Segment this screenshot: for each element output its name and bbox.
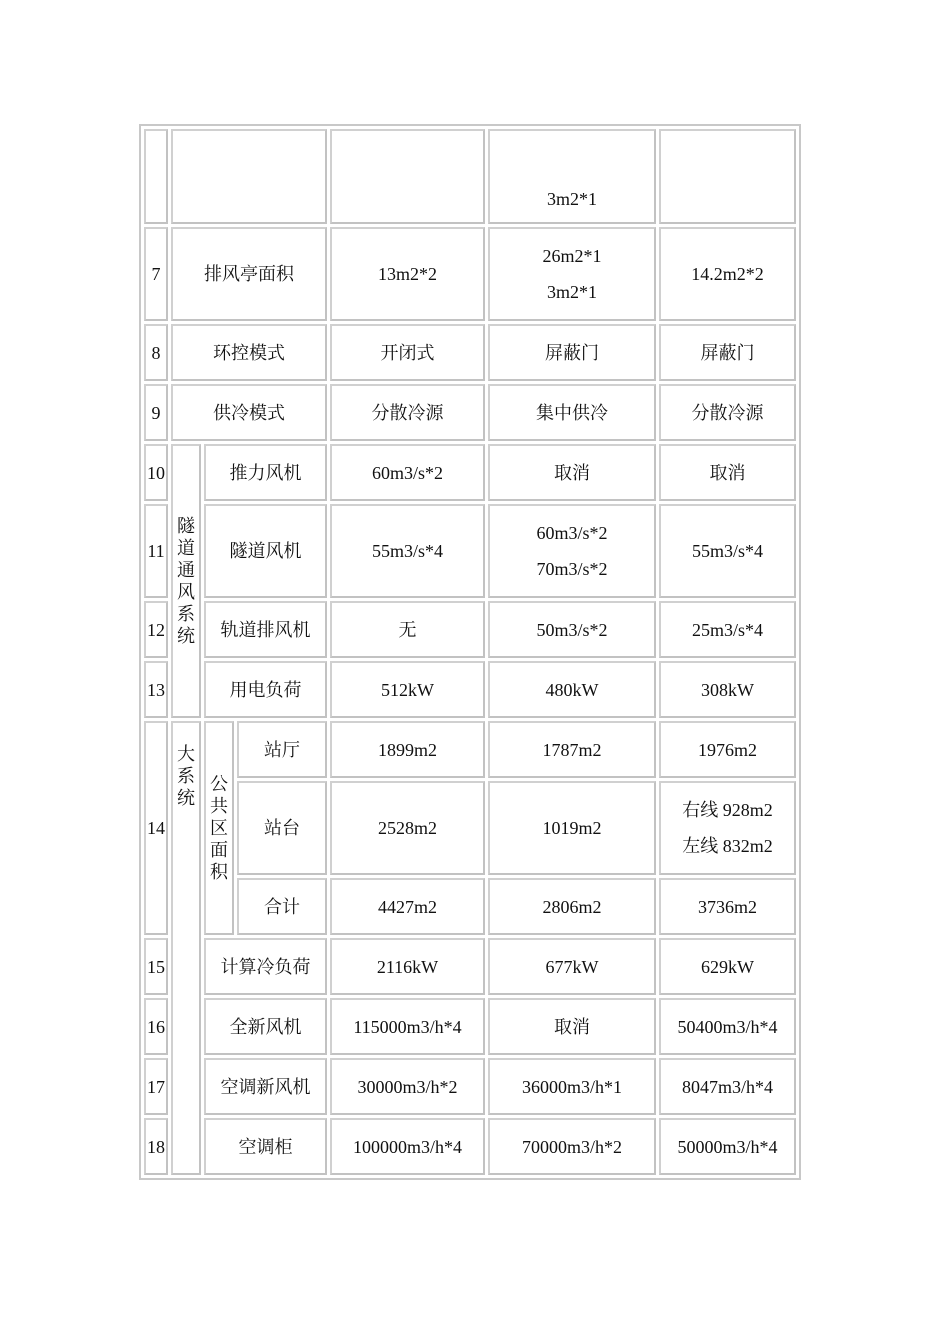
group-label-big-system: [171, 721, 201, 1175]
value-cell: 677kW: [488, 938, 656, 995]
row-label: 空调新风机: [204, 1058, 327, 1115]
group-char: 面: [210, 840, 228, 860]
table-row: [144, 781, 796, 875]
row-number: 16: [144, 998, 168, 1055]
row-number: 10: [144, 444, 168, 501]
group-char: 共: [210, 796, 228, 816]
value-cell: 分散冷源: [330, 384, 485, 441]
data-table: [139, 124, 801, 1180]
table-row: [144, 1118, 796, 1175]
group-char: 公: [210, 774, 228, 794]
value-cell: [330, 129, 485, 224]
row-number: 17: [144, 1058, 168, 1115]
row-label: 排风亭面积: [171, 227, 327, 321]
row-label: 供冷模式: [171, 384, 327, 441]
value-cell: 开闭式: [330, 324, 485, 381]
row-number: 12: [144, 601, 168, 658]
value-cell: 14.2m2*2: [659, 227, 796, 321]
group-char: 大: [177, 744, 195, 764]
row-label: 用电负荷: [204, 661, 327, 718]
table-row: [144, 661, 796, 718]
value-cell: 2116kW: [330, 938, 485, 995]
value-cell: 屏蔽门: [659, 324, 796, 381]
value-cell: 100000m3/h*4: [330, 1118, 485, 1175]
value-cell: [659, 129, 796, 224]
value-cell: 1899m2: [330, 721, 485, 778]
table-row: [144, 129, 796, 224]
cell-line: 70m3/s*2: [536, 559, 608, 579]
table-row: [144, 998, 796, 1055]
row-number: 15: [144, 938, 168, 995]
value-cell: 13m2*2: [330, 227, 485, 321]
group-char: 统: [177, 626, 195, 646]
value-cell: 分散冷源: [659, 384, 796, 441]
table-row: [144, 1058, 796, 1115]
group-char: 系: [177, 766, 195, 786]
value-cell: 无: [330, 601, 485, 658]
value-cell: 25m3/s*4: [659, 601, 796, 658]
group-char: 风: [177, 582, 195, 602]
row-number: 18: [144, 1118, 168, 1175]
value-cell: 4427m2: [330, 878, 485, 935]
row-number: 14: [144, 721, 168, 935]
row-label: 合计: [237, 878, 327, 935]
cell-line: 26m2*1: [542, 246, 602, 266]
row-label: 环控模式: [171, 324, 327, 381]
row-label: 站台: [237, 781, 327, 875]
value-cell: [488, 504, 656, 598]
row-label: 全新风机: [204, 998, 327, 1055]
row-label: 推力风机: [204, 444, 327, 501]
row-label: 站厅: [237, 721, 327, 778]
table-row: [144, 324, 796, 381]
table-row: [144, 227, 796, 321]
group-char: 积: [210, 862, 228, 882]
value-cell: 取消: [488, 998, 656, 1055]
value-cell: [488, 129, 656, 224]
value-cell: 70000m3/h*2: [488, 1118, 656, 1175]
value-cell: [488, 227, 656, 321]
cell-line: 左线 832m2: [682, 836, 773, 856]
value-cell: 55m3/s*4: [330, 504, 485, 598]
value-cell: 60m3/s*2: [330, 444, 485, 501]
row-number: 13: [144, 661, 168, 718]
value-cell: 50400m3/h*4: [659, 998, 796, 1055]
group-char: 系: [177, 604, 195, 624]
value-cell: [659, 781, 796, 875]
table-row: [144, 384, 796, 441]
group-char: 统: [177, 788, 195, 808]
group-label-public-area: [204, 721, 234, 935]
table-row: [144, 444, 796, 501]
group-char: 隧: [177, 516, 195, 536]
value-cell: 480kW: [488, 661, 656, 718]
row-number: 11: [144, 504, 168, 598]
value-cell: 1787m2: [488, 721, 656, 778]
row-label: 计算冷负荷: [204, 938, 327, 995]
value-cell: 3736m2: [659, 878, 796, 935]
value-cell: 2806m2: [488, 878, 656, 935]
value-cell: 1019m2: [488, 781, 656, 875]
value-cell: 629kW: [659, 938, 796, 995]
value-cell: 36000m3/h*1: [488, 1058, 656, 1115]
table-row: [144, 601, 796, 658]
row-number: 8: [144, 324, 168, 381]
value-cell: 屏蔽门: [488, 324, 656, 381]
group-label-tunnel: [171, 444, 201, 718]
row-label: 隧道风机: [204, 504, 327, 598]
value-cell: 55m3/s*4: [659, 504, 796, 598]
value-cell: 308kW: [659, 661, 796, 718]
value-cell: 1976m2: [659, 721, 796, 778]
value-cell: 50000m3/h*4: [659, 1118, 796, 1175]
row-number: 7: [144, 227, 168, 321]
cell-text: 3m2*1: [546, 189, 597, 209]
label-cell: [171, 129, 327, 224]
num-cell: [144, 129, 168, 224]
cell-line: 右线 928m2: [682, 800, 773, 820]
value-cell: 512kW: [330, 661, 485, 718]
value-cell: 30000m3/h*2: [330, 1058, 485, 1115]
row-number: 9: [144, 384, 168, 441]
table-row: [144, 504, 796, 598]
table-row: [144, 721, 796, 778]
group-char: 道: [177, 538, 195, 558]
cell-line: 3m2*1: [546, 282, 597, 302]
table-row: [144, 878, 796, 935]
cell-line: 60m3/s*2: [536, 523, 608, 543]
table-row: [144, 938, 796, 995]
group-char: 区: [210, 818, 228, 838]
value-cell: 取消: [659, 444, 796, 501]
value-cell: 50m3/s*2: [488, 601, 656, 658]
value-cell: 集中供冷: [488, 384, 656, 441]
value-cell: 8047m3/h*4: [659, 1058, 796, 1115]
value-cell: 取消: [488, 444, 656, 501]
group-char: 通: [177, 560, 195, 580]
row-label: 空调柜: [204, 1118, 327, 1175]
value-cell: 2528m2: [330, 781, 485, 875]
value-cell: 115000m3/h*4: [330, 998, 485, 1055]
row-label: 轨道排风机: [204, 601, 327, 658]
